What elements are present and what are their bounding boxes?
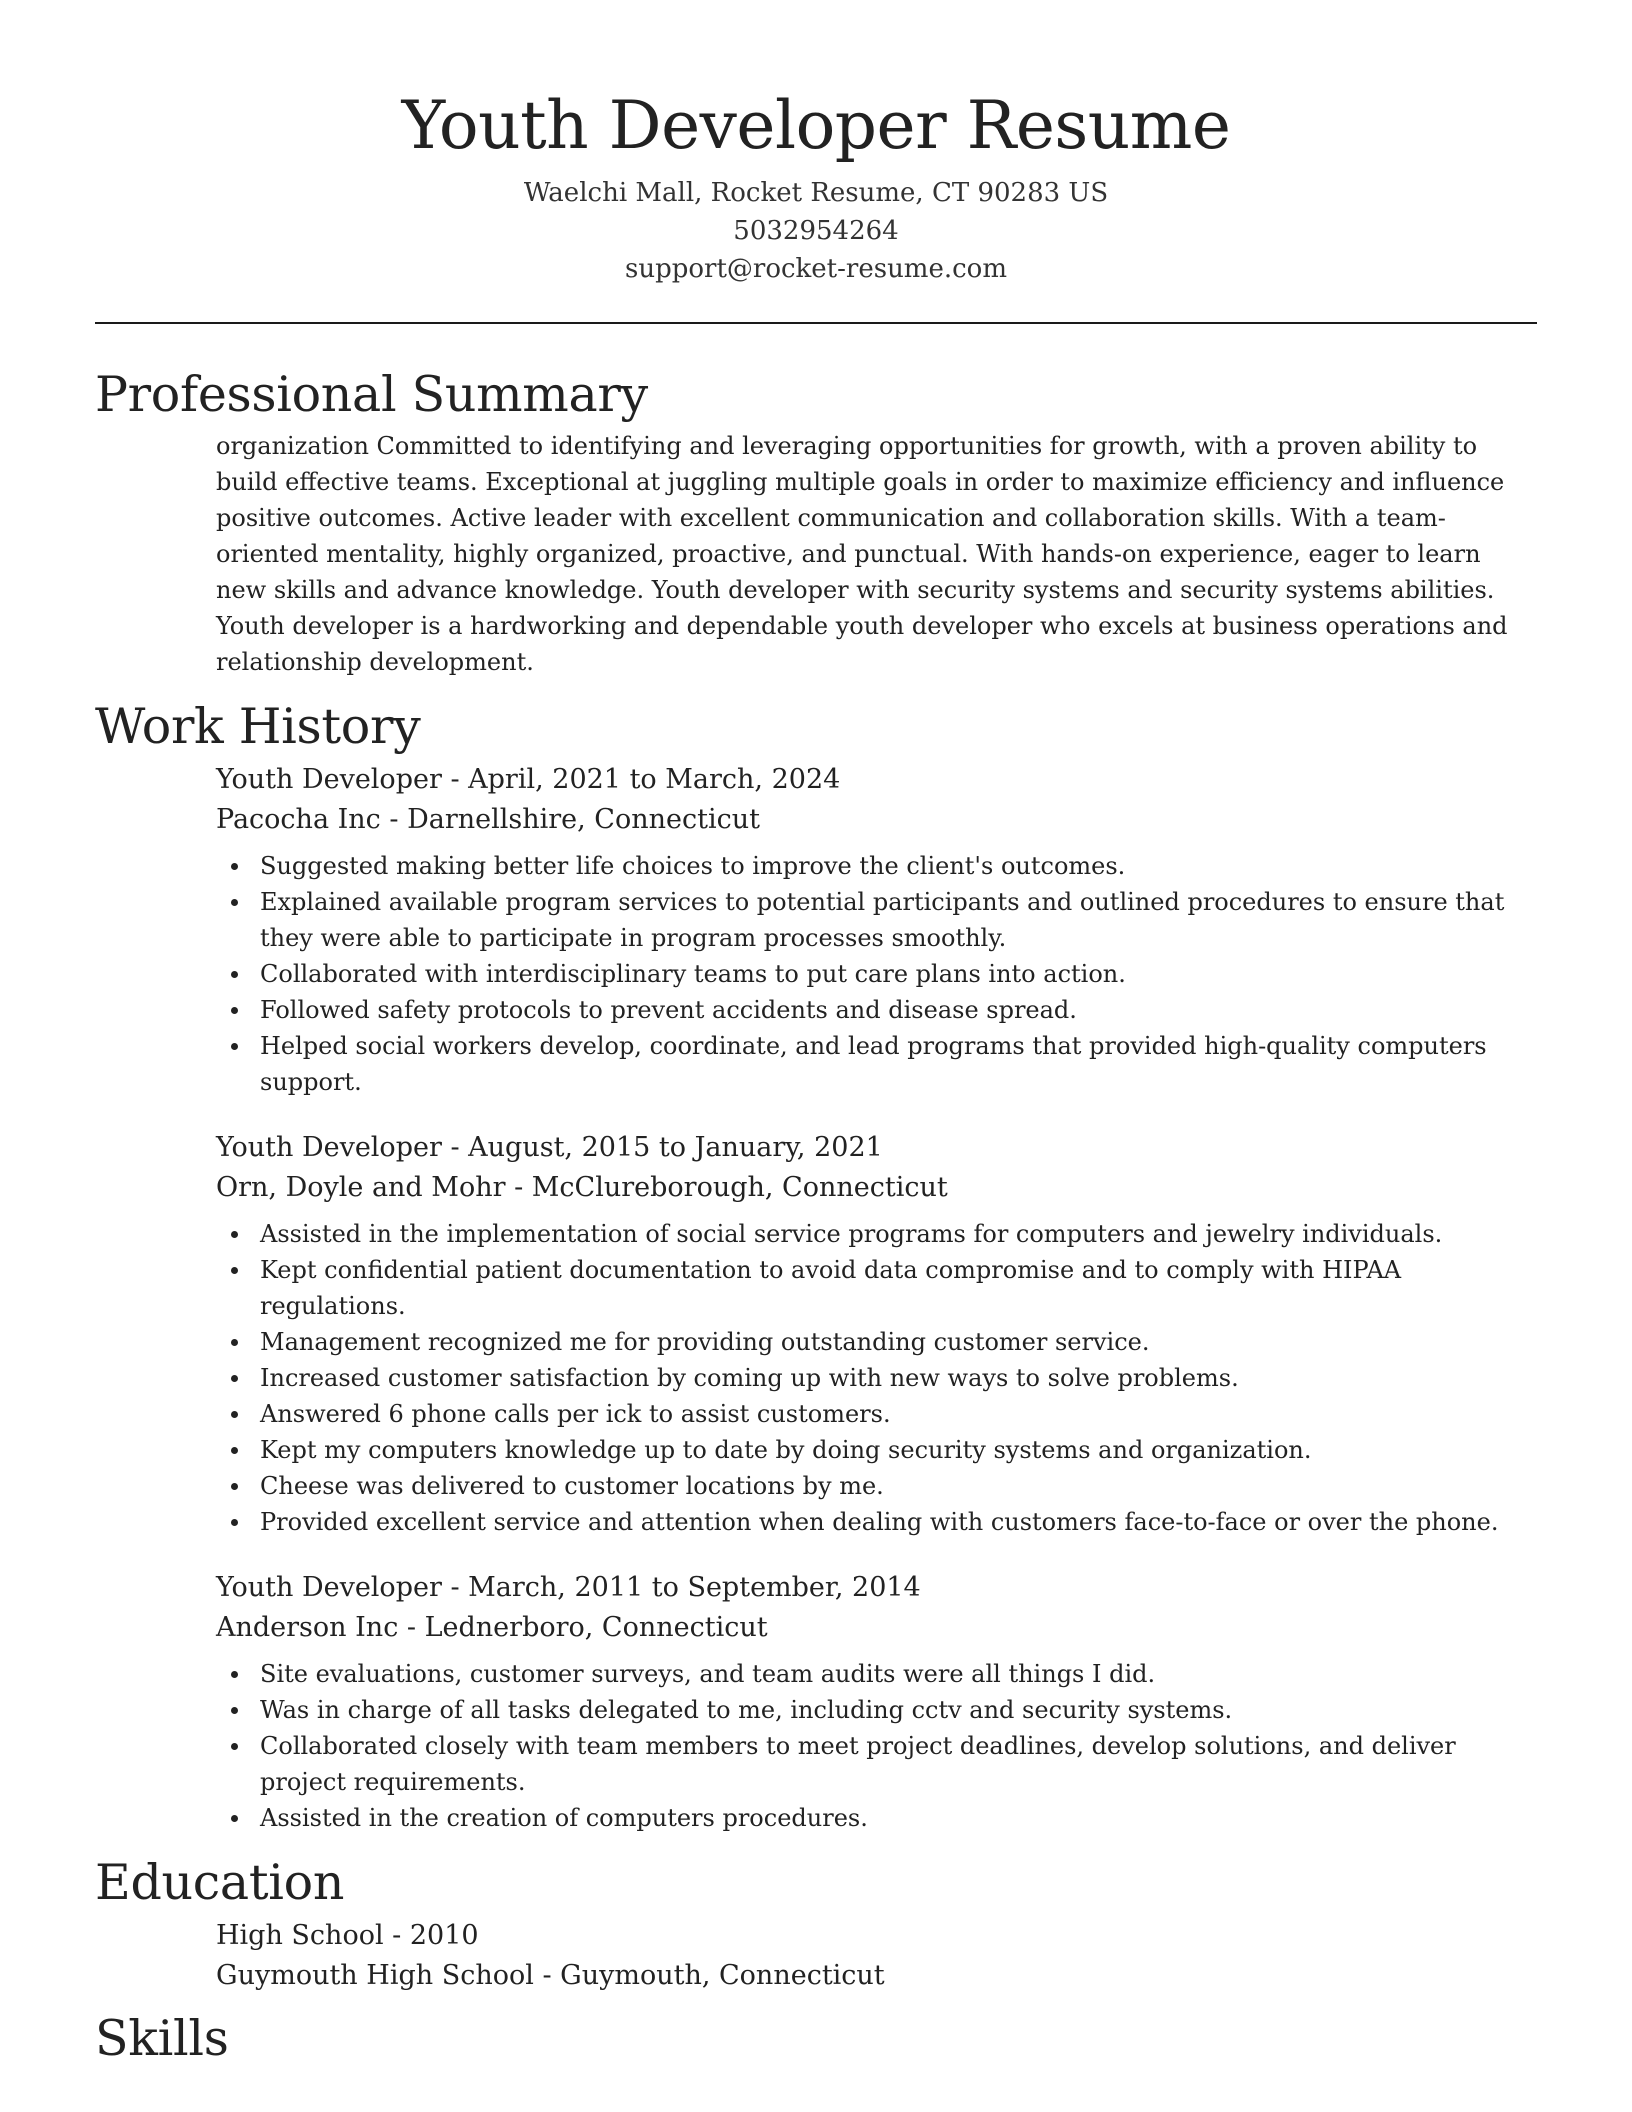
- summary-section: [95, 362, 1537, 680]
- education-section: [95, 1850, 1537, 1996]
- job-bullet: Assisted in the implementation of social service programs for computers and jewelry individuals.: [216, 1216, 1537, 1252]
- summary-text: organization Committed to identifying and leveraging opportunities for growth, with a proven ability to build effective teams. Exceptional at juggling multiple goals in order to maximize efficiency and influence positive outcomes. Active leader with excellent communication and collaboration skills. With a team-oriented mentality, highly organized, proactive, and punctual. With hands-on experience, eager to learn new skills and advance knowledge. Youth developer with security systems and security systems abilities. Youth developer is a hardworking and dependable youth developer who excels at business operations and relationship development.: [216, 432, 1508, 676]
- job-bullet: Increased customer satisfaction by coming up with new ways to solve problems.: [216, 1360, 1537, 1396]
- work-history-section: [95, 694, 1537, 1836]
- job-title: Youth Developer - April, 2021 to March, 2024: [216, 764, 841, 795]
- job-bullet: Management recognized me for providing outstanding customer service.: [216, 1324, 1537, 1360]
- summary-heading: Professional Summary: [95, 366, 648, 423]
- education-degree: High School - 2010: [216, 1920, 479, 1951]
- work-history-body: [216, 760, 1537, 1836]
- job-bullet-list: [216, 1656, 1537, 1836]
- job-company: Orn, Doyle and Mohr - McClureborough, Connecticut: [216, 1172, 948, 1203]
- skills-heading: Skills: [95, 2010, 229, 2067]
- job-bullet: Kept my computers knowledge up to date by doing security systems and organization.: [216, 1432, 1537, 1468]
- job-bullet: Site evaluations, customer surveys, and team audits were all things I did.: [216, 1656, 1537, 1692]
- job-title: Youth Developer - August, 2015 to January, 2021: [216, 1132, 883, 1163]
- resume-page: [95, 0, 1537, 2072]
- contact-email: support@rocket-resume.com: [624, 254, 1007, 284]
- header-divider: [95, 322, 1537, 324]
- job-title: Youth Developer - March, 2011 to September, 2014: [216, 1572, 921, 1603]
- skills-section: [95, 2006, 1537, 2072]
- job-bullet: Suggested making better life choices to improve the client's outcomes.: [216, 848, 1537, 884]
- job-bullet-list: [216, 848, 1537, 1100]
- job-entry: [216, 1128, 1537, 1540]
- resume-header: [95, 0, 1537, 288]
- job-bullet: Cheese was delivered to customer locations by me.: [216, 1468, 1537, 1504]
- job-bullet: Kept confidential patient documentation to avoid data compromise and to comply with HIPAA regulations.: [216, 1252, 1537, 1324]
- job-bullet: Provided excellent service and attention when dealing with customers face-to-face or over the phone.: [216, 1504, 1537, 1540]
- job-bullet: Collaborated closely with team members to meet project deadlines, develop solutions, and deliver project requirements.: [216, 1728, 1537, 1800]
- job-bullet-list: [216, 1216, 1537, 1540]
- job-entry: [216, 1568, 1537, 1836]
- job-bullet: Was in charge of all tasks delegated to me, including cctv and security systems.: [216, 1692, 1537, 1728]
- education-body: [216, 1916, 1537, 1996]
- job-entry: [216, 760, 1537, 1100]
- contact-address: Waelchi Mall, Rocket Resume, CT 90283 US: [523, 178, 1109, 208]
- resume-title: Youth Developer Resume: [401, 87, 1231, 164]
- job-bullet: Helped social workers develop, coordinate, and lead programs that provided high-quality computers support.: [216, 1028, 1537, 1100]
- job-company: Anderson Inc - Lednerboro, Connecticut: [216, 1612, 768, 1643]
- job-bullet: Assisted in the creation of computers procedures.: [216, 1800, 1537, 1836]
- job-company: Pacocha Inc - Darnellshire, Connecticut: [216, 804, 760, 835]
- work-history-heading: Work History: [95, 698, 421, 755]
- job-bullet: Followed safety protocols to prevent accidents and disease spread.: [216, 992, 1537, 1028]
- summary-body: [216, 428, 1537, 680]
- job-bullet: Collaborated with interdisciplinary teams to put care plans into action.: [216, 956, 1537, 992]
- education-school: Guymouth High School - Guymouth, Connecticut: [216, 1960, 885, 1991]
- contact-info: [95, 174, 1537, 288]
- education-heading: Education: [95, 1854, 345, 1911]
- job-bullet: Explained available program services to potential participants and outlined procedures to ensure that they were able to participate in program processes smoothly.: [216, 884, 1537, 956]
- contact-phone: 5032954264: [733, 216, 899, 246]
- job-bullet: Answered 6 phone calls per ick to assist customers.: [216, 1396, 1537, 1432]
